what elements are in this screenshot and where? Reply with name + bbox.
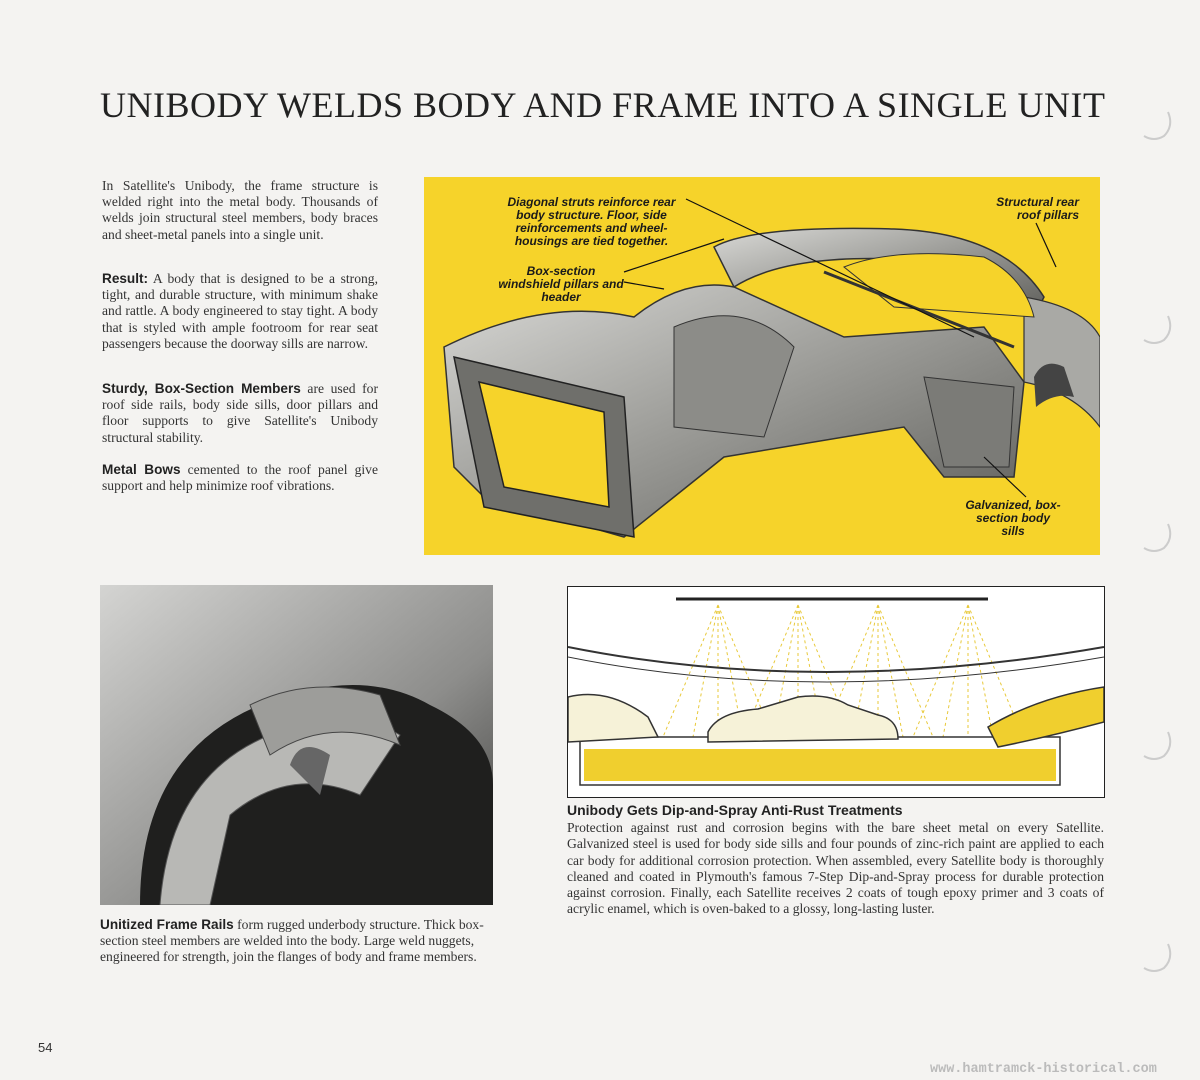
watermark: www.hamtramck-historical.com <box>930 1062 1157 1077</box>
frame-rails-text: form rugged underbody structure. Thick box-section steel members are welded into the body. Large weld nuggets, engineered for strength, join the flanges of body and frame members. <box>100 917 484 965</box>
intro-paragraph: In Satellite's Unibody, the frame structure is welded right into the metal body. Thousands of welds join structural steel members, body braces and sheet-metal panels into a single unit. <box>102 178 378 242</box>
frame-rails-image <box>100 585 493 905</box>
page-number: 54 <box>38 1040 53 1055</box>
callout-galvanized-sills: Galvanized, box-section body sills <box>965 498 1061 538</box>
result-text: A body that is designed to be a strong, tight, and durable structure, with minimum shake and rattle. A body engineered to stay tight. A body that is styled with ample footroom for rear seat passengers because the doorway sills are narrow. <box>102 271 378 351</box>
callout-structural-pillars: Structural rear roof pillars <box>996 195 1079 222</box>
dip-spray-diagram <box>567 586 1105 798</box>
result-paragraph <box>102 271 378 352</box>
frame-rails-label: Unitized Frame Rails <box>100 917 234 932</box>
result-label: Result: <box>102 271 149 286</box>
dip-spray-caption <box>567 802 1104 917</box>
bows-label: Metal Bows <box>102 462 181 477</box>
callout-diagonal-struts: Diagonal struts reinforce rear body structure. Floor, side reinforcements and wheel-housings are tied together. <box>507 195 676 248</box>
unibody-illustration <box>424 177 1100 555</box>
sturdy-text: are used for roof side rails, body side sills, door pillars and floor supports to give Satellite's Unibody structural stability. <box>102 381 378 445</box>
dip-spray-text: Protection against rust and corrosion begins with the bare sheet metal on every Satellite. Galvanized steel is used for body side sills and four pounds of zinc-rich paint are applied to each car body for additional corrosion protection. When assembled, every Satellite body is thoroughly cleaned and coated in Plymouth's famous 7-Step Dip-and-Spray process for durable protection against corrosion. Finally, each Satellite receives 2 coats of tough epoxy primer and 3 coats of acrylic enamel, which is oven-baked to a glossy, long-lasting luster. <box>567 820 1104 917</box>
dip-spray-heading: Unibody Gets Dip-and-Spray Anti-Rust Treatments <box>567 802 903 818</box>
frame-rails-photo <box>100 585 493 905</box>
binder-hole <box>1140 108 1174 142</box>
frame-rails-caption <box>100 917 494 966</box>
binder-hole <box>1140 312 1174 346</box>
bows-paragraph <box>102 462 378 494</box>
binder-hole <box>1140 940 1174 974</box>
page-title: UNIBODY WELDS BODY AND FRAME INTO A SINGLE UNIT <box>100 85 1106 125</box>
bows-text: cemented to the roof panel give support and help minimize roof vibrations. <box>102 462 379 494</box>
binder-hole <box>1140 728 1174 762</box>
sturdy-paragraph <box>102 381 378 446</box>
dip-spray-drawing <box>568 587 1104 797</box>
sturdy-label: Sturdy, Box-Section Members <box>102 381 301 396</box>
callout-box-section-pillars: Box-section windshield pillars and header <box>498 264 624 304</box>
binder-hole <box>1140 520 1174 554</box>
